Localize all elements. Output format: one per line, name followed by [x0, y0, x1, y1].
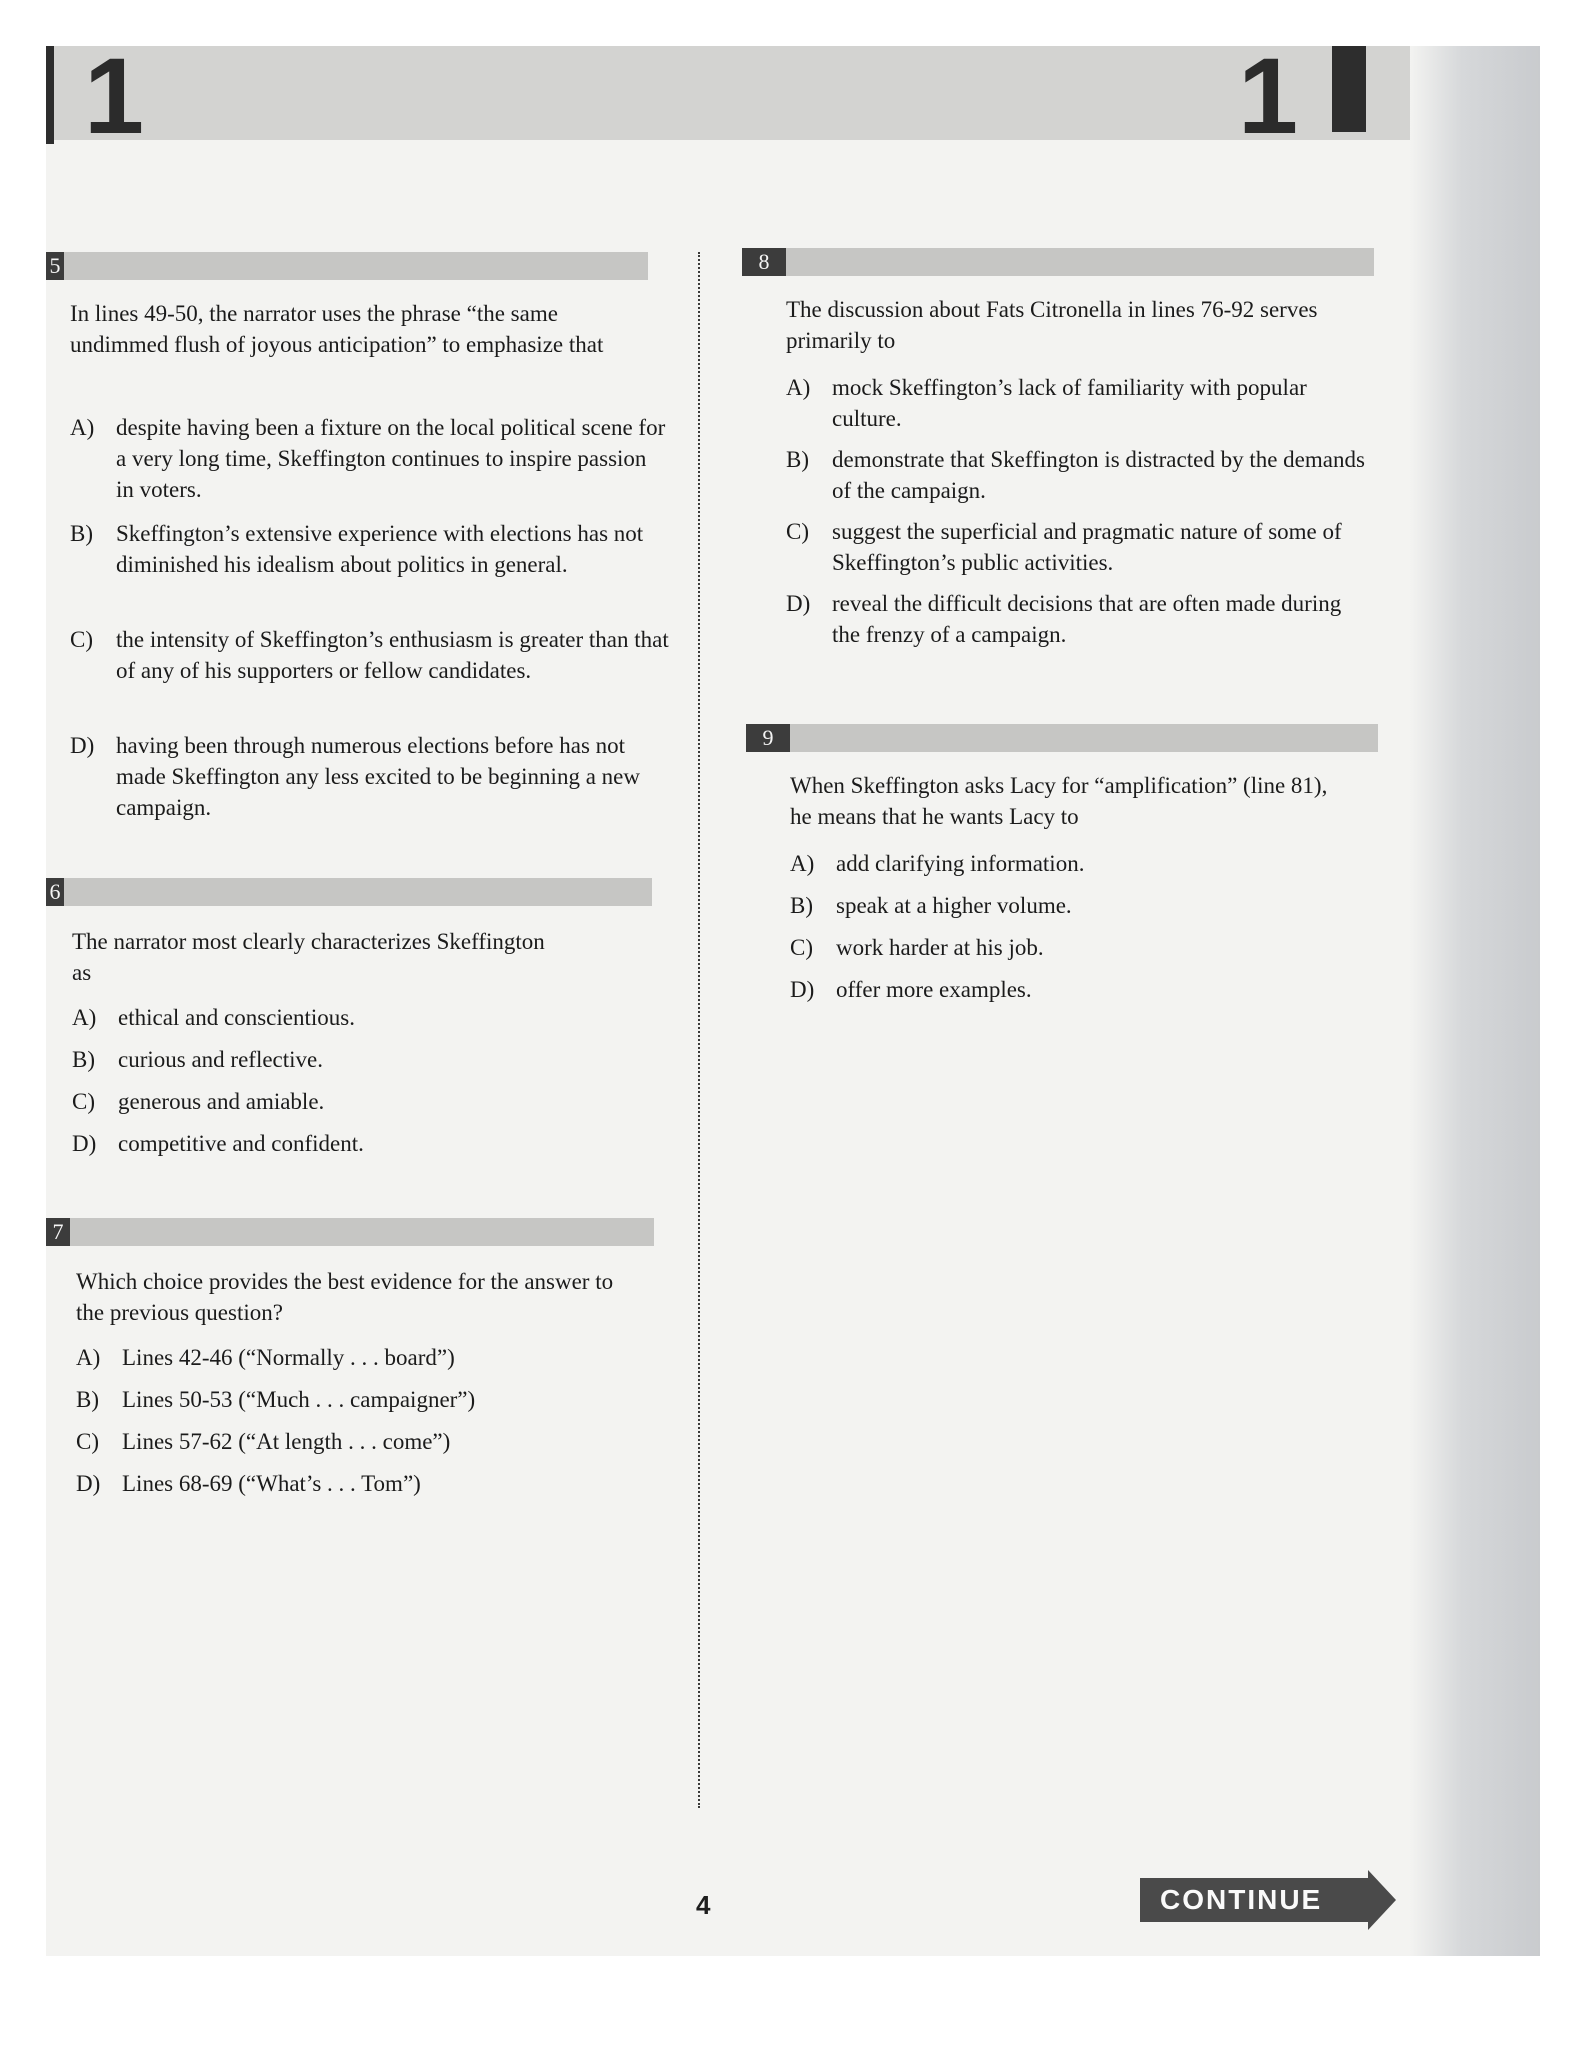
choice-text: mock Skeffington’s lack of familiarity with popular culture. [832, 375, 1307, 431]
section-number-right: 1 [1238, 46, 1299, 156]
choice-letter: B) [790, 893, 813, 918]
choice-text: Lines 42-46 (“Normally . . . board”) [122, 1345, 455, 1370]
choice-letter: A) [790, 851, 815, 876]
choice-text: ethical and conscientious. [118, 1005, 355, 1030]
choice-text: demonstrate that Skeffington is distracted by the demands of the campaign. [832, 447, 1365, 503]
choice-letter: B) [786, 447, 809, 472]
choice-letter: D) [790, 977, 815, 1002]
choice-letter: B) [76, 1387, 99, 1412]
choice-text: the intensity of Skeffington’s enthusiasm is greater than that of any of his supporters or fellow candidates. [116, 627, 669, 683]
answer-choice-a[interactable] [790, 848, 1370, 879]
answer-choice-b[interactable] [786, 444, 1366, 506]
question-stem: When Skeffington asks Lacy for “amplification” (line 81), he means that he wants Lacy to [790, 773, 1328, 829]
choice-text: competitive and confident. [118, 1131, 364, 1156]
continue-button[interactable]: CONTINUE [1140, 1878, 1368, 1922]
question-number: 8 [742, 248, 786, 276]
choice-letter: D) [76, 1471, 101, 1496]
choice-text: work harder at his job. [836, 935, 1044, 960]
question-number: 9 [746, 724, 790, 752]
choice-text: despite having been a fixture on the local political scene for a very long time, Skeffington continues to inspire passion in voters. [116, 415, 666, 502]
answer-choice-b[interactable] [790, 890, 1370, 921]
question-number: 5 [46, 252, 64, 280]
section-number-left: 1 [84, 46, 145, 156]
answer-choice-d[interactable] [786, 588, 1366, 650]
answer-choice-c[interactable] [786, 516, 1366, 578]
answer-choice-b[interactable] [72, 1044, 652, 1075]
choice-letter: D) [786, 591, 811, 616]
choice-text: offer more examples. [836, 977, 1032, 1002]
choice-letter: D) [72, 1131, 97, 1156]
answer-choice-a[interactable] [76, 1342, 656, 1373]
question-stem: Which choice provides the best evidence for the answer to the previous question? [76, 1269, 614, 1325]
choice-letter: B) [72, 1047, 95, 1072]
choice-text: speak at a higher volume. [836, 893, 1072, 918]
choice-letter: A) [70, 415, 95, 440]
answer-choice-c[interactable] [76, 1426, 656, 1457]
question-number: 7 [46, 1218, 70, 1246]
section-header-band [46, 46, 1410, 140]
section-marker-bar-right [1332, 46, 1366, 132]
choice-letter: D) [70, 733, 95, 758]
answer-choice-d[interactable] [76, 1468, 656, 1499]
question-stem: The narrator most clearly characterizes Skeffington as [72, 929, 545, 985]
choice-text: add clarifying information. [836, 851, 1085, 876]
answer-choice-c[interactable] [790, 932, 1370, 963]
choice-letter: A) [76, 1345, 101, 1370]
choice-text: curious and reflective. [118, 1047, 323, 1072]
choice-text: Lines 50-53 (“Much . . . campaigner”) [122, 1387, 476, 1412]
choice-text: generous and amiable. [118, 1089, 325, 1114]
choice-text: Lines 68-69 (“What’s . . . Tom”) [122, 1471, 421, 1496]
answer-choice-d[interactable] [790, 974, 1370, 1005]
choice-letter: C) [70, 627, 93, 652]
question-stem: In lines 49-50, the narrator uses the phrase “the same undimmed flush of joyous anticipation” to emphasize that [70, 301, 604, 357]
question-number: 6 [46, 878, 64, 906]
question-header-bar [46, 878, 652, 906]
answer-choice-d[interactable] [72, 1128, 652, 1159]
choice-letter: C) [790, 935, 813, 960]
continue-arrow-icon[interactable] [1368, 1870, 1396, 1930]
page-edge-shadow [1410, 46, 1540, 1956]
column-divider [698, 252, 700, 1808]
answer-choice-a[interactable] [70, 412, 670, 505]
test-page [46, 46, 1540, 1956]
choice-letter: C) [786, 519, 809, 544]
choice-letter: A) [72, 1005, 97, 1030]
section-marker-bar-left [46, 46, 54, 144]
choice-letter: B) [70, 521, 93, 546]
answer-choice-b[interactable] [76, 1384, 656, 1415]
question-header-bar [746, 724, 1378, 752]
answer-choice-a[interactable] [786, 372, 1366, 434]
answer-choice-c[interactable] [70, 624, 670, 686]
answer-choice-a[interactable] [72, 1002, 652, 1033]
choice-letter: C) [76, 1429, 99, 1454]
choice-letter: C) [72, 1089, 95, 1114]
question-header-bar [742, 248, 1374, 276]
choice-text: having been through numerous elections before has not made Skeffington any less excited to be beginning a new campaign. [116, 733, 640, 820]
choice-text: Skeffington’s extensive experience with elections has not diminished his idealism about politics in general. [116, 521, 644, 577]
answer-choice-d[interactable] [70, 730, 670, 823]
question-header-bar [46, 252, 648, 280]
page-number: 4 [696, 1890, 711, 1920]
question-stem: The discussion about Fats Citronella in lines 76-92 serves primarily to [786, 297, 1318, 353]
answer-choice-b[interactable] [70, 518, 670, 580]
choice-text: suggest the superficial and pragmatic nature of some of Skeffington’s public activities. [832, 519, 1342, 575]
choice-letter: A) [786, 375, 811, 400]
choice-text: Lines 57-62 (“At length . . . come”) [122, 1429, 451, 1454]
choice-text: reveal the difficult decisions that are often made during the frenzy of a campaign. [832, 591, 1342, 647]
answer-choice-c[interactable] [72, 1086, 652, 1117]
question-header-bar [46, 1218, 654, 1246]
